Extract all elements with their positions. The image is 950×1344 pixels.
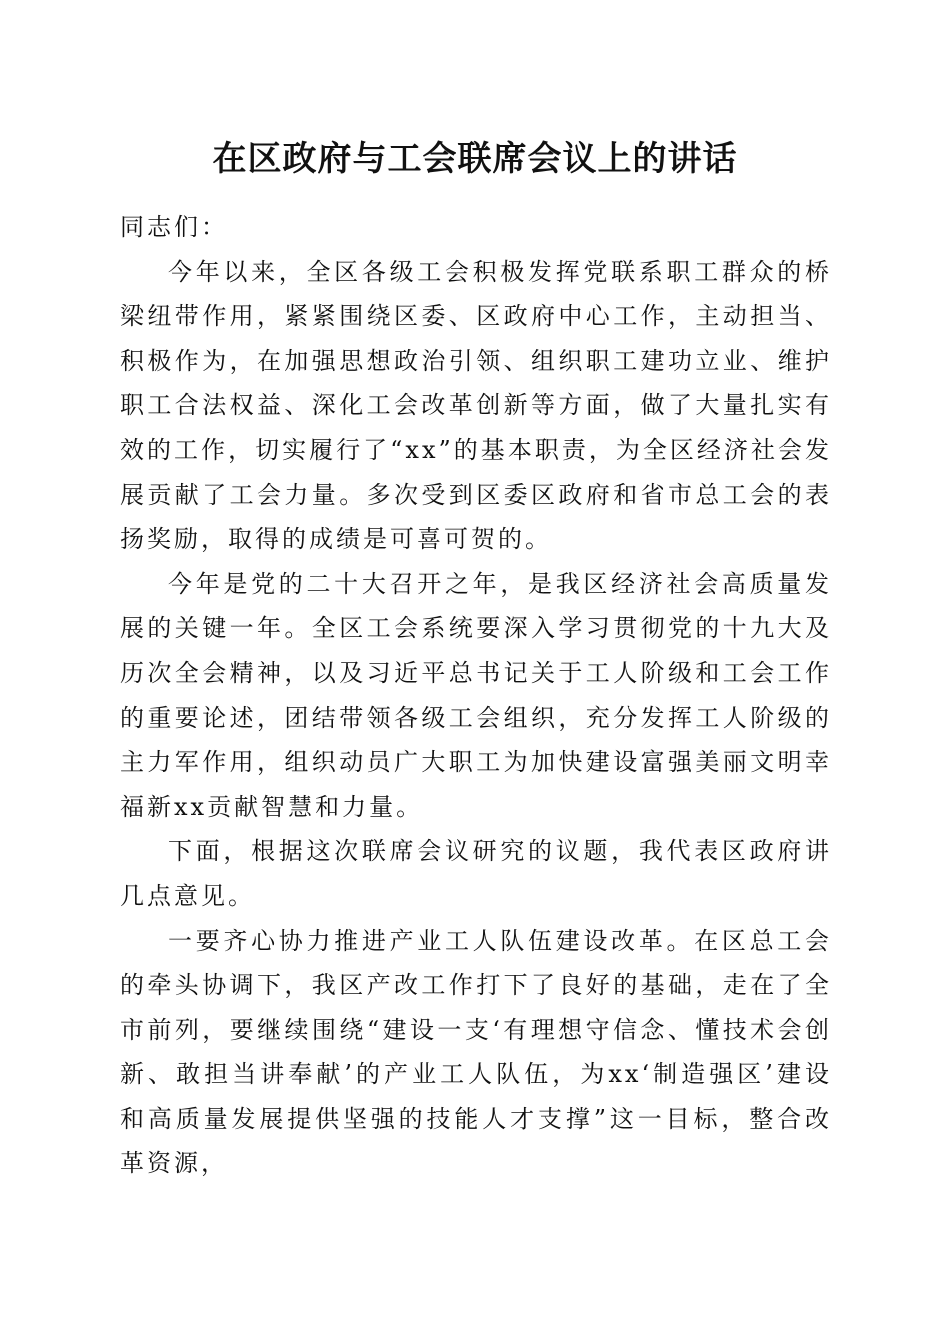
paragraph-achievements: 今年以来，全区各级工会积极发挥党联系职工群众的桥梁纽带作用，紧紧围绕区委、区政府中心工作，主动担当、积极作为，在加强思想政治引领、组织职工建功立业、维护职工合法权益、深化工会改革创新等方面，做了大量扎实有效的工作，切实履行了“xx”的基本职责，为全区经济社会发展贡献了工会力量。多次受到区委区政府和省市总工会的表扬奖励，取得的成绩是可喜可贺的。	[120, 257, 832, 554]
salutation: 同志们：	[120, 213, 228, 241]
document-title: 在区政府与工会联席会议上的讲话	[212, 139, 738, 179]
paragraph-point-one: 一要齐心协力推进产业工人队伍建设改革。在区总工会的牵头协调下，我区产改工作打下了良好的基础，走在了全市前列，要继续围绕“建设一支‘有理想守信念、懂技术会创新、敢担当讲奉献’的产业工人队伍，为xx‘制造强区’建设和高质量发展提供坚强的技能人才支撑”这一目标，整合改革资源，	[120, 926, 832, 1178]
document-body	[120, 205, 832, 1186]
paragraph-key-year: 今年是党的二十大召开之年，是我区经济社会高质量发展的关键一年。全区工会系统要深入学习贯彻党的十九大及历次全会精神，以及习近平总书记关于工人阶级和工会工作的重要论述，团结带领各级工会组织，充分发挥工人阶级的主力军作用，组织动员广大职工为加快建设富强美丽文明幸福新xx贡献智慧和力量。	[120, 569, 832, 821]
paragraph-opinions-intro: 下面，根据这次联席会议研究的议题，我代表区政府讲几点意见。	[120, 837, 832, 910]
